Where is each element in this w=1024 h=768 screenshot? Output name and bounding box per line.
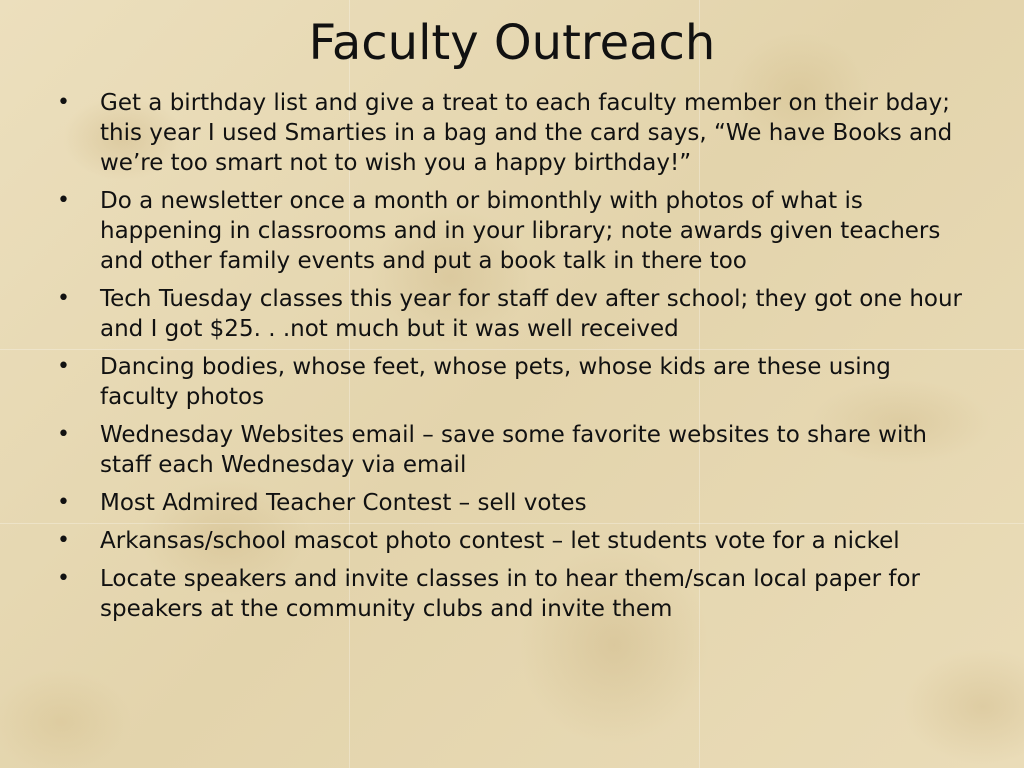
bullet-text: Dancing bodies, whose feet, whose pets, whose kids are these using faculty photos [100,354,891,410]
bullet-text: Locate speakers and invite classes in to hear them/scan local paper for speakers at the community clubs and invite them [100,566,921,622]
bullet-list [55,88,975,632]
bullet-item-birthday [55,88,975,178]
bullet-icon: • [57,490,70,515]
bullet-icon: • [57,354,70,379]
bullet-text: Do a newsletter once a month or bimonthly with photos of what is happening in classrooms and in your library; note awards given teachers and other family events and put a book talk in there too [100,188,941,274]
bullet-icon: • [57,188,70,213]
slide-title: Faculty Outreach [308,15,716,71]
bullet-item-admired-teacher [55,488,975,518]
bullet-text: Most Admired Teacher Contest – sell votes [100,490,587,516]
bullet-item-mascot-contest [55,526,975,556]
bullet-item-speakers [55,564,975,624]
bullet-text: Wednesday Websites email – save some favorite websites to share with staff each Wednesday via email [100,422,927,478]
bullet-text: Get a birthday list and give a treat to each faculty member on their bday; this year I used Smarties in a bag and the card says, “We have Books and we’re too smart not to wish you a happy birthday!” [100,90,953,176]
bullet-icon: • [57,286,70,311]
bullet-item-dancing-bodies [55,352,975,412]
bullet-item-newsletter [55,186,975,276]
bullet-icon: • [57,422,70,447]
bullet-text: Tech Tuesday classes this year for staff dev after school; they got one hour and I got $25. . .not much but it was well received [100,286,962,342]
bullet-icon: • [57,528,70,553]
bullet-icon: • [57,566,70,591]
bullet-text: Arkansas/school mascot photo contest – let students vote for a nickel [100,528,900,554]
bullet-item-wednesday-websites [55,420,975,480]
bullet-icon: • [57,90,70,115]
bullet-item-tech-tuesday [55,284,975,344]
